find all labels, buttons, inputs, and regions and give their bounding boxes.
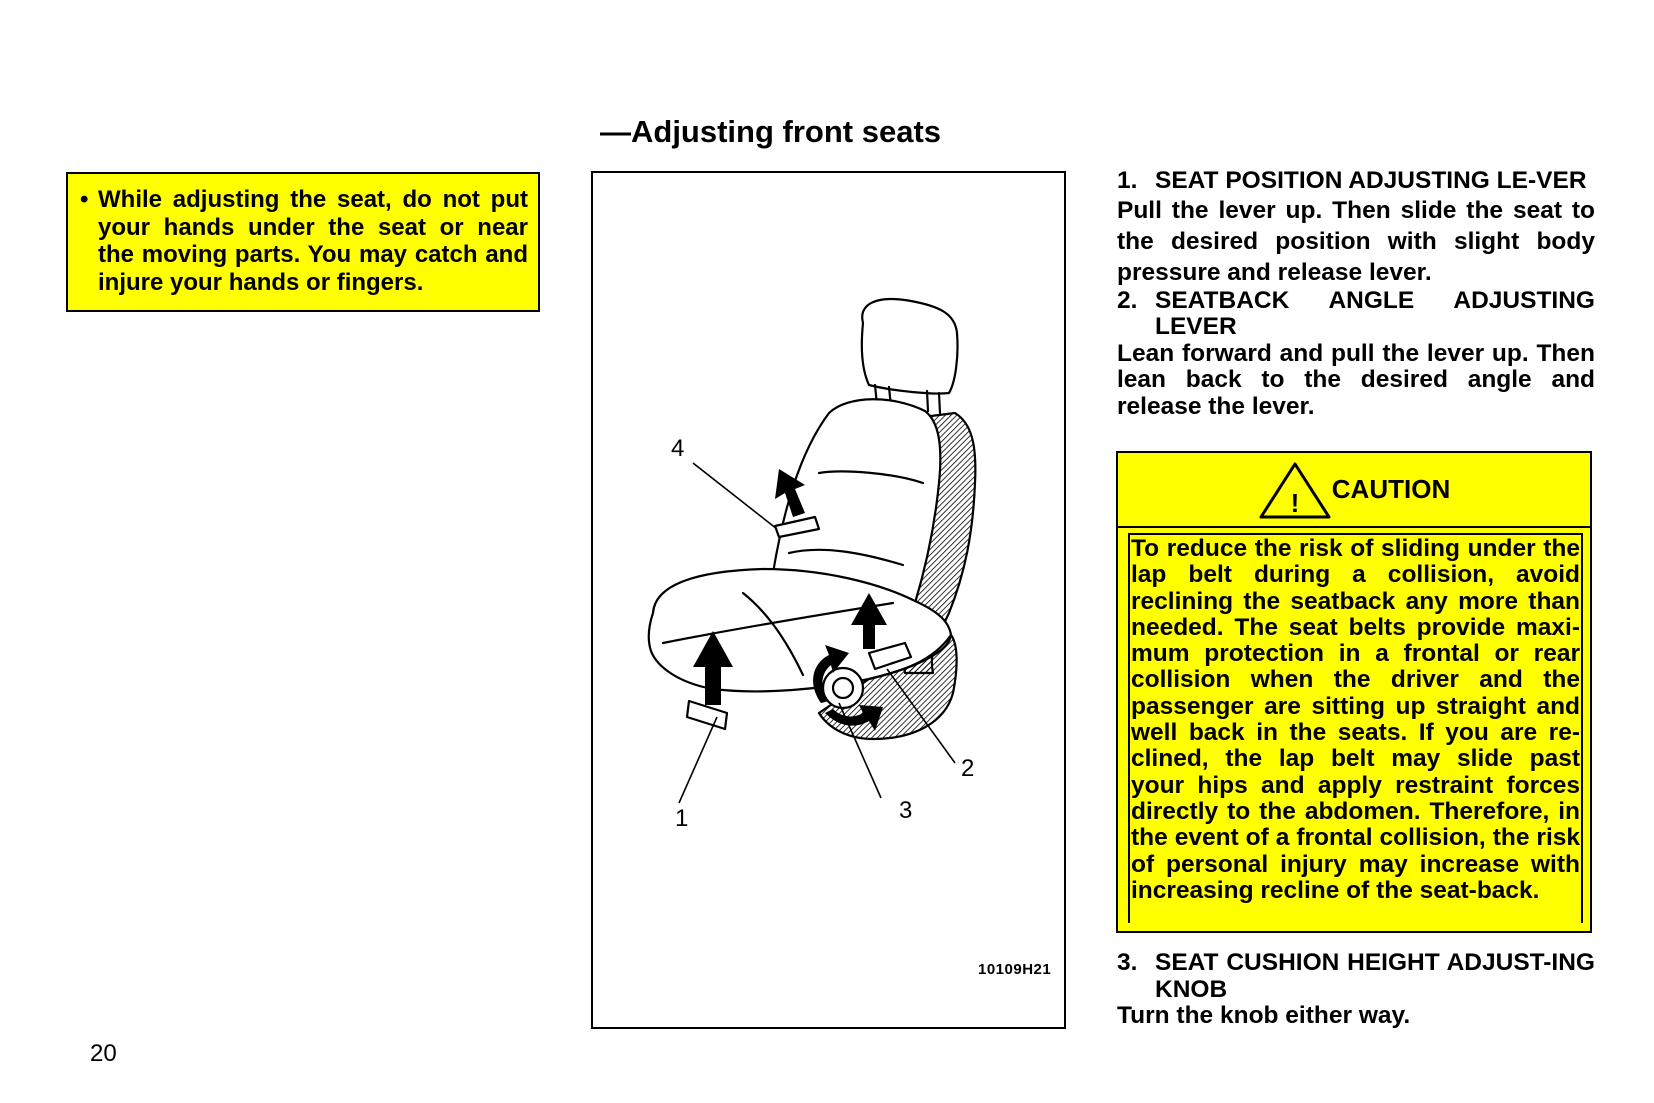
callout-2: 2	[961, 755, 975, 782]
section-1-body: Pull the lever up. Then slide the seat to the desired position with slight body pressure and release lever.	[1117, 196, 1595, 286]
section-3-heading	[1117, 950, 1595, 1003]
section-2-number: 2.	[1117, 286, 1138, 314]
callout-3: 3	[899, 797, 913, 824]
headrest	[862, 299, 958, 393]
caution-header	[1118, 453, 1590, 528]
seat-illustration	[591, 171, 1066, 1029]
callout-1: 1	[675, 805, 689, 832]
warning-box	[66, 172, 540, 312]
caution-text: To reduce the risk of sliding under the lap belt during a collision, avoid reclining the seatback any more than needed. The seat belts provide maxi-mum protection in a frontal or rear collision when the driver and the passenger are sitting up straight and well back in the seats. If you are re-clined, the lap belt may slide past your hips and apply restraint forces directly to the abdomen. Therefore, in the event of a frontal collision, the risk of personal injury may increase with increasing recline of the seat-back.	[1128, 533, 1583, 923]
section-1-title: SEAT POSITION ADJUSTING LE-VER	[1155, 167, 1587, 194]
instructions-column	[1117, 168, 1595, 420]
figure-code: 10109H21	[978, 961, 1052, 978]
caution-exclamation: !	[1290, 487, 1300, 518]
callout-4: 4	[671, 435, 685, 462]
section-2-heading	[1117, 288, 1595, 341]
warning-text: While adjusting the seat, do not put your hands under the seat or near the moving parts. You may catch and injure your hands or fingers.	[98, 186, 528, 296]
section-2-title: SEATBACK ANGLE ADJUSTING LEVER	[1155, 286, 1595, 340]
page-number: 20	[90, 1040, 117, 1067]
warning-triangle-icon	[1258, 460, 1332, 520]
caution-title: CAUTION	[1331, 474, 1451, 504]
section-2-body: Lean forward and pull the lever up. Then lean back to the desired angle and release the lever.	[1117, 339, 1595, 420]
bullet: •	[80, 186, 89, 213]
section-3-body: Turn the knob either way.	[1117, 1002, 1411, 1029]
seat-drawing	[593, 173, 1068, 1031]
warning-item	[80, 186, 528, 296]
section-3	[1117, 950, 1595, 1030]
section-3-number: 3.	[1117, 949, 1138, 976]
section-1-number: 1.	[1117, 167, 1138, 194]
caution-box	[1116, 451, 1592, 933]
section-1-heading	[1117, 168, 1595, 195]
section-3-title: SEAT CUSHION HEIGHT ADJUST-ING KNOB	[1155, 949, 1595, 1003]
section-heading: —Adjusting front seats	[600, 114, 942, 149]
